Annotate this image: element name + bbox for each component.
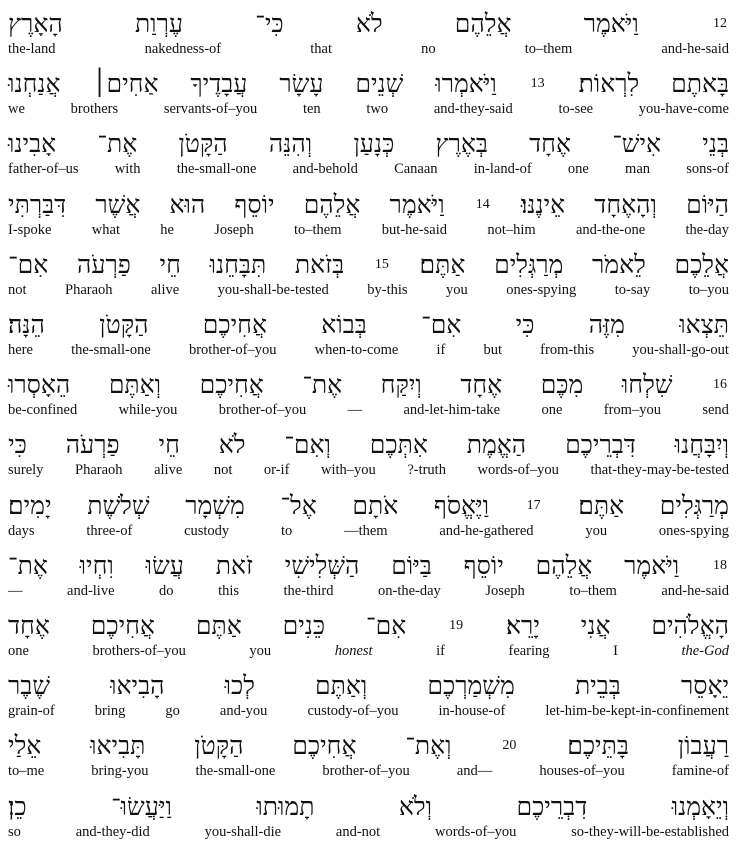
hebrew-word: אֲחִיכֶם — [90, 611, 155, 640]
hebrew-text-line — [8, 187, 729, 221]
english-gloss-word: fearing — [508, 643, 550, 659]
english-gloss-word: this — [218, 582, 240, 599]
hebrew-word: הַקָּטֹן — [99, 310, 149, 339]
english-gloss-word: in-land-of — [473, 161, 532, 178]
english-gloss-word: you-shall-go-out — [632, 342, 729, 358]
hebrew-word: אִתְּכֶם — [369, 430, 428, 460]
hebrew-word: אֲשֶׁר — [95, 189, 141, 219]
hebrew-word: אֲלֵכֶם — [674, 249, 729, 279]
english-gloss-line — [8, 459, 729, 481]
english-gloss-word: that — [310, 41, 332, 57]
hebrew-word: אֵלַי — [8, 731, 42, 761]
hebrew-word: בַּיּוֹם — [391, 550, 432, 580]
hebrew-word: אֲלֵהֶם — [454, 9, 512, 38]
english-gloss-line — [8, 98, 729, 120]
english-gloss-word: to-say — [614, 281, 651, 298]
english-gloss-line — [8, 38, 729, 60]
hebrew-word: בָּתֵּיכֶם׃ — [567, 731, 629, 761]
english-gloss-word: when-to-come — [314, 342, 399, 358]
hebrew-word: וְאַתֶּם — [315, 671, 368, 701]
english-gloss-word: two — [366, 101, 389, 118]
english-gloss-word: servants-of–you — [163, 101, 258, 118]
english-gloss-word: if — [436, 342, 446, 358]
english-gloss-word: custody — [184, 522, 230, 539]
hebrew-word: וַיֹּאמֶר — [583, 9, 639, 38]
hebrew-text-line — [8, 548, 729, 582]
english-gloss-word: and-not — [335, 823, 381, 840]
interlinear-line — [0, 126, 737, 184]
hebrew-word: אֶחָד — [529, 129, 571, 159]
hebrew-word: אֶת־ — [8, 550, 48, 580]
hebrew-word: שֶׁבֶר — [8, 671, 51, 701]
hebrew-word: הַאֱמֶת — [466, 430, 527, 460]
hebrew-word: דִּבַּרְתִּי — [8, 189, 67, 219]
interlinear-line — [0, 66, 737, 124]
hebrew-word: כִּי־ — [255, 9, 284, 38]
verse-number: 18 — [713, 557, 727, 573]
hebrew-word: פַרְעֹה — [76, 249, 131, 279]
hebrew-word: לֵאמֹר — [591, 249, 646, 279]
hebrew-word: הָאָרֶץ — [8, 9, 63, 38]
verse-number: 12 — [713, 16, 727, 31]
english-gloss-line — [8, 158, 729, 180]
english-gloss-word: houses-of–you — [539, 763, 625, 780]
hebrew-word: וְאַתֶּם — [108, 370, 162, 400]
hebrew-word: שְׁלֹשֶׁת — [87, 490, 150, 520]
hebrew-word: כֵּנִים — [282, 611, 326, 640]
english-gloss-word: so — [8, 823, 21, 840]
english-gloss-word: so-they-will-be-established — [571, 823, 729, 840]
hebrew-word: תָּבִיאוּ — [90, 731, 146, 761]
hebrew-word: עֶרְוַת — [134, 9, 184, 38]
english-gloss-word: no — [421, 41, 436, 57]
hebrew-word: אֶת־ — [97, 129, 138, 159]
english-gloss-word: with–you — [320, 462, 376, 479]
hebrew-word: אֲלֵהֶם — [535, 550, 593, 580]
hebrew-word: כֵן׃ — [8, 791, 27, 821]
english-gloss-word: but — [483, 342, 503, 358]
verse-number: 17 — [526, 497, 541, 513]
english-gloss-word: bring-you — [91, 763, 149, 780]
hebrew-text-line — [8, 367, 729, 401]
hebrew-word: בְּנֵי — [702, 129, 729, 159]
english-gloss-line — [8, 520, 729, 542]
english-gloss-word: brother-of–you — [218, 402, 307, 419]
verse-number: 15 — [374, 256, 389, 272]
english-gloss-word: and-live — [67, 582, 115, 599]
english-gloss-word: do — [159, 582, 174, 599]
hebrew-word: אֵינֶנּוּ׃ — [520, 189, 566, 219]
hebrew-text-line — [8, 488, 729, 522]
hebrew-word: אִישׁ־ — [612, 129, 662, 159]
hebrew-word: בְּבֵית — [574, 671, 621, 701]
hebrew-word: זֹאת — [215, 550, 253, 580]
english-gloss-word: or-if — [263, 462, 290, 479]
hebrew-word: אֲנַחְנוּ — [8, 69, 61, 99]
english-gloss-line — [8, 580, 729, 602]
hebrew-word: לְכוּ — [224, 671, 255, 701]
english-gloss-word: to–them — [569, 582, 617, 599]
interlinear-line — [0, 367, 737, 425]
english-gloss-word: and— — [456, 763, 493, 780]
english-gloss-word: to — [280, 522, 293, 539]
hebrew-word: עֲשׂוּ — [145, 550, 184, 580]
interlinear-line — [0, 488, 737, 546]
hebrew-word: בָּאתֶם — [671, 69, 729, 99]
english-gloss-line — [8, 700, 729, 722]
english-gloss-word: grain-of — [8, 703, 55, 720]
english-gloss-word: to–them — [524, 41, 573, 57]
interlinear-line — [0, 247, 737, 305]
english-gloss-word: and-you — [219, 703, 268, 720]
hebrew-word: פַרְעֹה — [65, 430, 120, 460]
english-gloss-word: one — [541, 402, 563, 419]
hebrew-word: וַיֹּאמְרוּ — [435, 69, 497, 99]
english-gloss-word: but-he-said — [381, 221, 448, 238]
english-gloss-word: I — [613, 643, 618, 659]
hebrew-word: אֶת־ — [302, 370, 343, 400]
english-gloss-line — [8, 399, 729, 421]
english-gloss-word: not–him — [487, 221, 536, 238]
english-gloss-word: on-the-day — [377, 582, 441, 599]
verse-number: 14 — [475, 196, 490, 212]
english-gloss-word: you — [446, 281, 468, 298]
hebrew-word: וְלֹא — [398, 791, 433, 821]
hebrew-word: אֶחָד — [8, 611, 50, 640]
english-gloss-word: brothers — [70, 101, 119, 118]
english-gloss-word: man — [625, 161, 651, 178]
english-gloss-word: ones-spying — [506, 281, 577, 298]
interlinear-line — [0, 728, 737, 786]
english-gloss-word: that-they-may-be-tested — [590, 462, 729, 479]
english-gloss-word: bring — [94, 703, 126, 720]
hebrew-word: אִם־ — [421, 310, 462, 339]
verse-number: 13 — [530, 76, 545, 92]
hebrew-text-line — [8, 728, 729, 762]
verse-number: 16 — [713, 377, 727, 393]
english-gloss-word: days — [8, 522, 35, 539]
hebrew-word: וְאִם־ — [284, 430, 331, 460]
english-gloss-word: with — [114, 161, 141, 178]
english-gloss-word: ten — [302, 101, 321, 118]
english-gloss-word: and-the-one — [575, 221, 646, 238]
hebrew-word: וַיֹּאמֶר — [624, 550, 680, 580]
english-gloss-word: be-confined — [8, 402, 78, 419]
english-gloss-word: words-of–you — [477, 462, 559, 479]
english-gloss-word: in-house-of — [438, 703, 506, 720]
hebrew-word: וְאֶת־ — [405, 731, 452, 761]
english-gloss-word: to–them — [293, 221, 342, 238]
english-gloss-word: one — [8, 643, 29, 659]
english-gloss-word: — — [8, 582, 23, 599]
hebrew-word: עָשָׂר — [279, 69, 324, 99]
english-gloss-word: nakedness-of — [144, 41, 222, 57]
english-gloss-word: Canaan — [394, 161, 438, 178]
hebrew-word: בְּזֹאת — [294, 249, 345, 279]
english-gloss-word: and-let-him-take — [403, 402, 501, 419]
hebrew-word: מִזֶּה — [588, 310, 625, 339]
english-gloss-word: go — [165, 703, 180, 720]
hebrew-word: חֵי — [158, 430, 180, 460]
english-gloss-word: and-he-said — [661, 582, 729, 599]
english-gloss-word: and-they-did — [75, 823, 150, 840]
hebrew-word: חֵי — [159, 249, 181, 279]
hebrew-word: וִחְיוּ — [79, 550, 114, 580]
english-gloss-word: Joseph — [214, 221, 254, 238]
hebrew-word: מְרַגְּלִים — [659, 490, 729, 520]
english-gloss-word: here — [8, 342, 33, 358]
hebrew-word: תֵּצְאוּ — [679, 310, 729, 339]
hebrew-word: אַחִים׀ — [92, 69, 159, 99]
english-gloss-word: — — [347, 402, 363, 419]
hebrew-word: יָרֵא׃ — [506, 611, 540, 640]
hebrew-word: יוֹסֵף — [463, 550, 504, 580]
english-gloss-line — [8, 640, 729, 662]
hebrew-word: הַקָּטֹן — [194, 731, 244, 761]
hebrew-text-line — [8, 668, 729, 702]
hebrew-word: אֹתָם — [352, 490, 399, 520]
english-gloss-word: the-small-one — [71, 342, 151, 358]
english-gloss-word: alive — [150, 281, 180, 298]
hebrew-word: לֹא — [218, 430, 246, 460]
english-gloss-word: the-third — [283, 582, 334, 599]
english-gloss-word: famine-of — [671, 763, 729, 780]
english-gloss-line — [8, 219, 729, 241]
hebrew-word: הַקָּטֹן — [178, 129, 228, 159]
english-gloss-word: the-small-one — [176, 161, 257, 178]
hebrew-word: כְּנָעַן — [353, 129, 395, 159]
hebrew-word: מְרַגְּלִים — [494, 249, 564, 279]
hebrew-word: יוֹסֵף — [234, 189, 275, 219]
english-gloss-word: one — [567, 161, 589, 178]
english-gloss-word: surely — [8, 462, 44, 479]
english-gloss-word: I-spoke — [8, 221, 52, 238]
hebrew-text-line — [8, 126, 729, 160]
hebrew-word: אֲנִי — [580, 611, 611, 640]
hebrew-word: מִשְׁמַרְכֶם — [427, 671, 515, 701]
hebrew-word: בְּבוֹא — [321, 310, 367, 339]
english-gloss-word: Pharaoh — [75, 462, 123, 479]
english-gloss-word: and-behold — [292, 161, 358, 178]
hebrew-text-line — [8, 66, 729, 100]
hebrew-word: הַיּוֹם — [686, 189, 729, 219]
english-gloss-word: if — [436, 643, 445, 659]
hebrew-word: הָבִיאוּ — [110, 671, 165, 701]
hebrew-word: מִשְׁמָר — [185, 490, 245, 520]
hebrew-word: הָאֱלֹהִים — [651, 611, 729, 640]
hebrew-word: דִבְרֵיכֶם — [516, 791, 588, 821]
english-gloss-word: you-shall-die — [204, 823, 282, 840]
hebrew-word: וְהִנֵּה — [268, 129, 313, 159]
hebrew-word: עֲבָדֶיךָ — [190, 69, 248, 99]
english-gloss-word: and-he-said — [661, 41, 729, 57]
hebrew-word: אֶל־ — [280, 490, 317, 520]
english-gloss-word: honest — [334, 643, 373, 659]
hebrew-text-line — [8, 789, 729, 823]
english-gloss-word: from-this — [540, 342, 595, 358]
english-gloss-word: send — [702, 402, 729, 419]
english-gloss-word: —them — [344, 522, 388, 539]
hebrew-text-line — [8, 608, 729, 642]
english-gloss-word: the-day — [685, 221, 729, 238]
english-gloss-word: ?-truth — [407, 462, 446, 479]
hebrew-word: וַיֹּאמֶר — [389, 189, 445, 219]
english-gloss-word: the-small-one — [195, 763, 276, 780]
english-gloss-word: to-see — [558, 101, 594, 118]
hebrew-text-line — [8, 247, 729, 281]
english-gloss-word: Pharaoh — [65, 281, 113, 298]
hebrew-word: אֲחִיכֶם — [292, 731, 357, 761]
english-gloss-word: and-they-said — [433, 101, 513, 118]
english-gloss-word: the-God — [681, 643, 729, 659]
english-gloss-word: to–me — [8, 763, 45, 780]
hebrew-word: וְיֵאָמְנוּ — [671, 791, 729, 821]
english-gloss-line — [8, 279, 729, 301]
hebrew-word: שִׁלְחוּ — [621, 370, 673, 400]
hebrew-word: וַיַּעֲשׂוּ־ — [111, 791, 172, 821]
hebrew-word: אִם־ — [366, 611, 407, 640]
english-gloss-word: he — [160, 221, 174, 238]
hebrew-word: בְּאֶרֶץ — [435, 129, 488, 159]
hebrew-word: אֲחִיכֶם — [199, 370, 264, 400]
hebrew-word: אַתֶּם׃ — [419, 249, 466, 279]
english-gloss-word: let-him-be-kept-in-confinement — [545, 703, 729, 720]
hebrew-word: לִרְאוֹת׃ — [578, 69, 640, 99]
hebrew-word: אָבִינוּ — [8, 129, 57, 159]
english-gloss-word: to–you — [688, 281, 729, 298]
english-gloss-line — [8, 760, 729, 782]
hebrew-text-line — [8, 427, 729, 461]
english-gloss-word: ones-spying — [658, 522, 729, 539]
interlinear-line — [0, 608, 737, 666]
interlinear-line — [0, 668, 737, 726]
verse-number: 19 — [449, 618, 464, 633]
hebrew-word: תָמוּתוּ — [256, 791, 315, 821]
hebrew-word: וְיִקַּח — [380, 370, 422, 400]
hebrew-word: כִּי — [8, 430, 27, 460]
hebrew-word: רַעֲבוֹן — [677, 731, 729, 761]
hebrew-word: שְׁנֵים — [355, 69, 404, 99]
hebrew-word: אֲחִיכֶם — [202, 310, 267, 339]
hebrew-word: אֲלֵהֶם — [303, 189, 361, 219]
hebrew-word: יָמִים׃ — [8, 490, 52, 520]
interlinear-line — [0, 789, 737, 847]
hebrew-word: דִּבְרֵיכֶם — [565, 430, 636, 460]
english-gloss-word: brothers-of–you — [92, 643, 186, 659]
hebrew-word: הוּא — [169, 189, 206, 219]
english-gloss-word: you-have-come — [638, 101, 729, 118]
hebrew-word: אַתֶּם׃ — [578, 490, 625, 520]
english-gloss-word: from–you — [603, 402, 661, 419]
hebrew-word: יֵאָסֵר — [680, 671, 729, 701]
interlinear-line — [0, 548, 737, 606]
hebrew-word: הַשְּׁלִישִׁי — [284, 550, 360, 580]
hebrew-word: אֶחָד — [460, 370, 503, 400]
english-gloss-word: the-land — [8, 41, 56, 57]
english-gloss-word: while-you — [118, 402, 178, 419]
english-gloss-word: you-shall-be-tested — [217, 281, 329, 298]
english-gloss-word: alive — [154, 462, 183, 479]
interlinear-line — [0, 6, 737, 64]
hebrew-text-line — [8, 6, 729, 40]
english-gloss-word: words-of–you — [435, 823, 517, 840]
hebrew-word: אַתֶּם — [195, 611, 242, 640]
hebrew-word: לֹא — [355, 9, 383, 38]
english-gloss-line — [8, 339, 729, 361]
interlinear-line — [0, 427, 737, 485]
english-gloss-word: Joseph — [485, 582, 525, 599]
english-gloss-word: brother-of–you — [188, 342, 277, 358]
english-gloss-word: sons-of — [686, 161, 729, 178]
hebrew-word: וַיֶּאֱסֹף — [433, 490, 490, 520]
english-gloss-word: you — [585, 522, 608, 539]
english-gloss-line — [8, 821, 729, 843]
hebrew-word: אִם־ — [8, 249, 49, 279]
verse-number: 20 — [502, 738, 517, 754]
english-gloss-word: and-he-gathered — [439, 522, 534, 539]
hebrew-word: תִּבָּחֵנוּ — [209, 249, 267, 279]
english-gloss-word: three-of — [86, 522, 133, 539]
hebrew-word: מִכֶּם — [540, 370, 584, 400]
english-gloss-word: we — [8, 101, 25, 118]
english-gloss-word: not — [213, 462, 233, 479]
hebrew-word: וְהָאֶחָד — [594, 189, 657, 219]
hebrew-word: הֵאָסְרוּ — [8, 370, 71, 400]
hebrew-text-line — [8, 307, 729, 341]
english-gloss-word: father-of–us — [8, 161, 79, 178]
hebrew-word: כִּי — [515, 310, 535, 339]
interlinear-line — [0, 187, 737, 245]
english-gloss-word: custody-of–you — [307, 703, 399, 720]
english-gloss-word: what — [91, 221, 120, 238]
interlinear-line — [0, 307, 737, 365]
english-gloss-word: brother-of–you — [322, 763, 410, 780]
english-gloss-word: you — [249, 643, 272, 659]
english-gloss-word: by-this — [367, 281, 408, 298]
hebrew-word: וְיִבָּחֲנוּ — [674, 430, 729, 460]
hebrew-word: הֵנָּה׃ — [8, 310, 45, 339]
english-gloss-word: not — [8, 281, 27, 298]
